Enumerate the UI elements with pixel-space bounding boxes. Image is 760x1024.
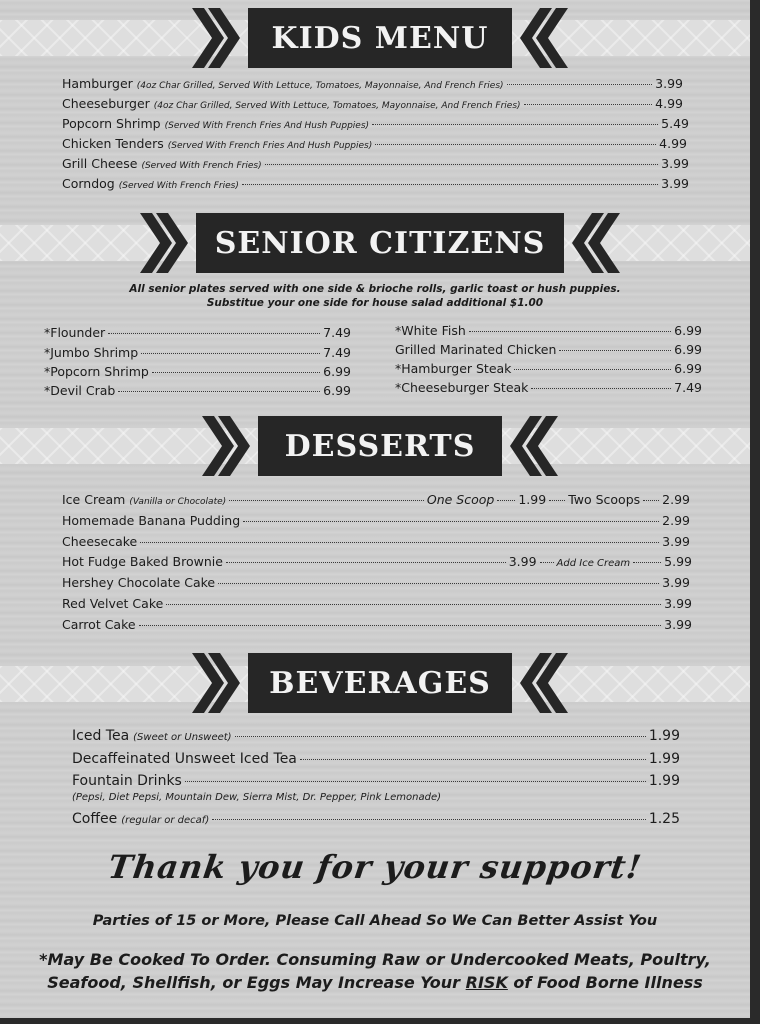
dessert-brownie: Hot Fudge Baked Brownie 3.99 Add Ice Cream 5.99 <box>62 554 692 569</box>
senior-citizens-banner <box>140 213 620 273</box>
beverage-item: Fountain Drinks 1.99 <box>72 773 680 789</box>
kids-item: Popcorn Shrimp (Served With French Fries And Hush Puppies) 5.49 <box>62 116 689 131</box>
dessert-item: Carrot Cake 3.99 <box>62 617 692 632</box>
kids-item: Hamburger (4oz Char Grilled, Served With Lettuce, Tomatoes, Mayonnaise, And French Fries) 3.99 <box>62 76 683 91</box>
kids-item: Grill Cheese (Served With French Fries) 3.99 <box>62 156 689 171</box>
senior-item: *Flounder 7.49 <box>44 325 351 340</box>
beverages-banner <box>192 653 568 713</box>
senior-item: *Cheeseburger Steak 7.49 <box>395 380 702 395</box>
kids-menu-banner <box>192 8 568 68</box>
food-warning-line-2: Seafood, Shellfish, or Eggs May Increase Your RISK of Food Borne Illness <box>47 973 703 992</box>
parties-notice: Parties of 15 or More, Please Call Ahead So We Can Better Assist You <box>92 913 658 929</box>
beverage-item: Coffee (regular or decaf) 1.25 <box>72 811 680 827</box>
page-edge-right <box>750 0 760 1024</box>
chevron-left-icon <box>512 653 568 713</box>
food-warning-line-1: *May Be Cooked To Order. Consuming Raw or Undercooked Meats, Poultry, <box>39 950 711 969</box>
desserts-title: DESSERTS <box>258 416 502 476</box>
fountain-drinks-list: (Pepsi, Diet Pepsi, Mountain Dew, Sierra Mist, Dr. Pepper, Pink Lemonade) <box>72 792 441 803</box>
kids-item: Chicken Tenders (Served With French Fries And Hush Puppies) 4.99 <box>62 136 687 151</box>
senior-item: *Jumbo Shrimp 7.49 <box>44 345 351 360</box>
chevron-left-icon <box>502 416 558 476</box>
beverage-item: Decaffeinated Unsweet Iced Tea 1.99 <box>72 751 680 767</box>
senior-note-1: All senior plates served with one side & brioche rolls, garlic toast or hush puppies. <box>129 283 621 295</box>
chevron-right-icon <box>192 8 248 68</box>
page-edge-bottom <box>0 1018 760 1024</box>
thank-you-message: Thank you for your support! <box>105 848 645 886</box>
dessert-item: Homemade Banana Pudding 2.99 <box>62 513 690 528</box>
kids-menu-title: KIDS MENU <box>248 8 512 68</box>
chevron-left-icon <box>512 8 568 68</box>
beverages-title: BEVERAGES <box>248 653 512 713</box>
chevron-right-icon <box>202 416 258 476</box>
chevron-left-icon <box>564 213 620 273</box>
chevron-right-icon <box>140 213 196 273</box>
senior-note-2: Substitue your one side for house salad additional $1.00 <box>206 297 544 309</box>
senior-item: *Hamburger Steak 6.99 <box>395 361 702 376</box>
senior-item: *White Fish 6.99 <box>395 323 702 338</box>
dessert-item: Hershey Chocolate Cake 3.99 <box>62 575 690 590</box>
dessert-item: Cheesecake 3.99 <box>62 534 690 549</box>
senior-item: *Popcorn Shrimp 6.99 <box>44 364 351 379</box>
dessert-item: Red Velvet Cake 3.99 <box>62 596 692 611</box>
chevron-right-icon <box>192 653 248 713</box>
senior-citizens-title: SENIOR CITIZENS <box>196 213 564 273</box>
desserts-banner <box>202 416 558 476</box>
beverage-item: Iced Tea (Sweet or Unsweet) 1.99 <box>72 728 680 744</box>
kids-item: Cheeseburger (4oz Char Grilled, Served With Lettuce, Tomatoes, Mayonnaise, And French Fries) 4.99 <box>62 96 683 111</box>
senior-item: *Devil Crab 6.99 <box>44 383 351 398</box>
dessert-ice-cream: Ice Cream (Vanilla or Chocolate) One Scoop 1.99 Two Scoops 2.99 <box>62 492 690 507</box>
food-warning <box>0 948 750 994</box>
kids-item: Corndog (Served With French Fries) 3.99 <box>62 176 689 191</box>
senior-item: Grilled Marinated Chicken 6.99 <box>395 342 702 357</box>
